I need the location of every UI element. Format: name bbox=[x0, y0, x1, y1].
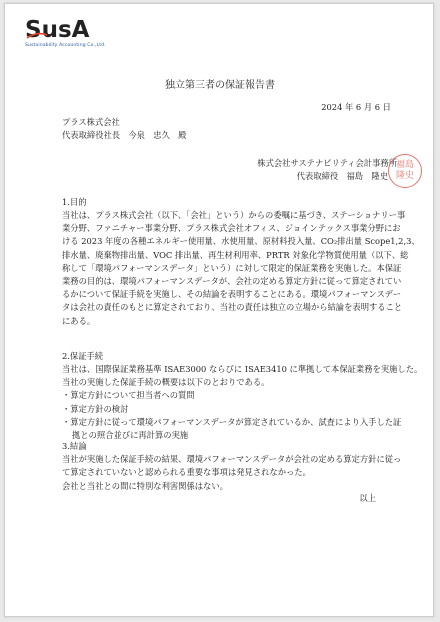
section-1-line: 排水量、廃棄物排出量、VOC 排出量、再生材利用率、PRTR 対象化学物質使用量（以下、総 bbox=[62, 249, 409, 260]
section-2-line: ・算定方針の検討 bbox=[62, 403, 129, 414]
report-date: 2024 年 6 月 6 日 bbox=[321, 102, 391, 112]
interest-statement: 会社と当社との間に特別な利害関係はない。 bbox=[62, 481, 228, 491]
issuer-company: 株式会社サステナビリティ会計事務所 bbox=[257, 158, 397, 168]
section-2-line: ・算定方針に従って環境パフォーマンスデータが算定されているか、試査により入手した証 bbox=[62, 416, 402, 427]
closing-mark: 以上 bbox=[359, 493, 376, 503]
section-2-body bbox=[62, 363, 423, 442]
section-1-line: 称して「環境パフォーマンスデータ」という）に対して限定的保証業務を実施した。本保証 bbox=[62, 262, 402, 273]
addressee-person: 代表取締役社長 今泉 忠久 殿 bbox=[62, 130, 187, 140]
section-1-line: 業分野、ファニチャー事業分野、プラス株式会社オフィス、ジョインテックス事業分野にお bbox=[62, 223, 401, 234]
section-1-body bbox=[62, 209, 420, 328]
section-3-line: 当社が実施した保証手続の結果、環境パフォーマンスデータが会社の定める算定方針に従っ bbox=[62, 454, 402, 464]
section-1-line: ける 2023 年度の各種エネルギー使用量、水使用量、原材料投入量、CO₂排出量 Scope1,2,3、 bbox=[62, 236, 420, 247]
section-1-line: タは会社の責任のもとに算定されており、当社の責任は独立の立場から結論を表明すること bbox=[62, 302, 403, 313]
section-1-line: るかについて保証手続を実施し、その結論を表明することにある。環境パフォーマンスデー bbox=[62, 289, 402, 300]
section-3-heading: 3.結論 bbox=[62, 441, 87, 451]
logo-subtitle: Sustainability Accounting Co.,Ltd. bbox=[25, 43, 106, 48]
section-2-line: 当社は、国際保証業務基準 ISAE3000 ならびに ISAE3410 に準拠して本保証業務を実施した。 bbox=[62, 364, 423, 374]
susa-logo bbox=[25, 18, 135, 48]
report-title: 独立第三者の保証報告書 bbox=[165, 80, 275, 91]
issuer-person: 代表取締役 福島 隆史 bbox=[296, 171, 388, 181]
logo-swoosh-icon bbox=[26, 32, 48, 40]
logo-wordmark: SusA bbox=[25, 17, 90, 43]
section-1-heading: 1.目的 bbox=[62, 197, 87, 207]
section-3-body bbox=[62, 453, 407, 479]
section-2-line: ・算定方針について担当者への質問 bbox=[62, 390, 195, 401]
section-1-line: 当社は、プラス株式会社（以下、「会社」という）からの委嘱に基づき、ステーショナリー事 bbox=[62, 210, 406, 220]
section-3-line: て算定されていないと認められる重要な事項は発見されなかった。 bbox=[62, 467, 311, 478]
section-1-line: 業務の目的は、環境パフォーマンスデータが、会社の定める算定方針に従って算定されてい bbox=[62, 276, 402, 287]
section-1-line: にある。 bbox=[62, 315, 96, 326]
addressee-company: プラス株式会社 bbox=[62, 117, 120, 127]
section-2-line: 拠との照合並びに再計算の実施 bbox=[72, 430, 189, 441]
company-seal-stamp: 福島 隆史 bbox=[388, 154, 422, 188]
section-2-line: 当社の実施した保証手続の概要は以下のとおりである。 bbox=[62, 377, 270, 388]
report-page bbox=[4, 3, 434, 617]
section-2-heading: 2.保証手続 bbox=[62, 351, 104, 361]
